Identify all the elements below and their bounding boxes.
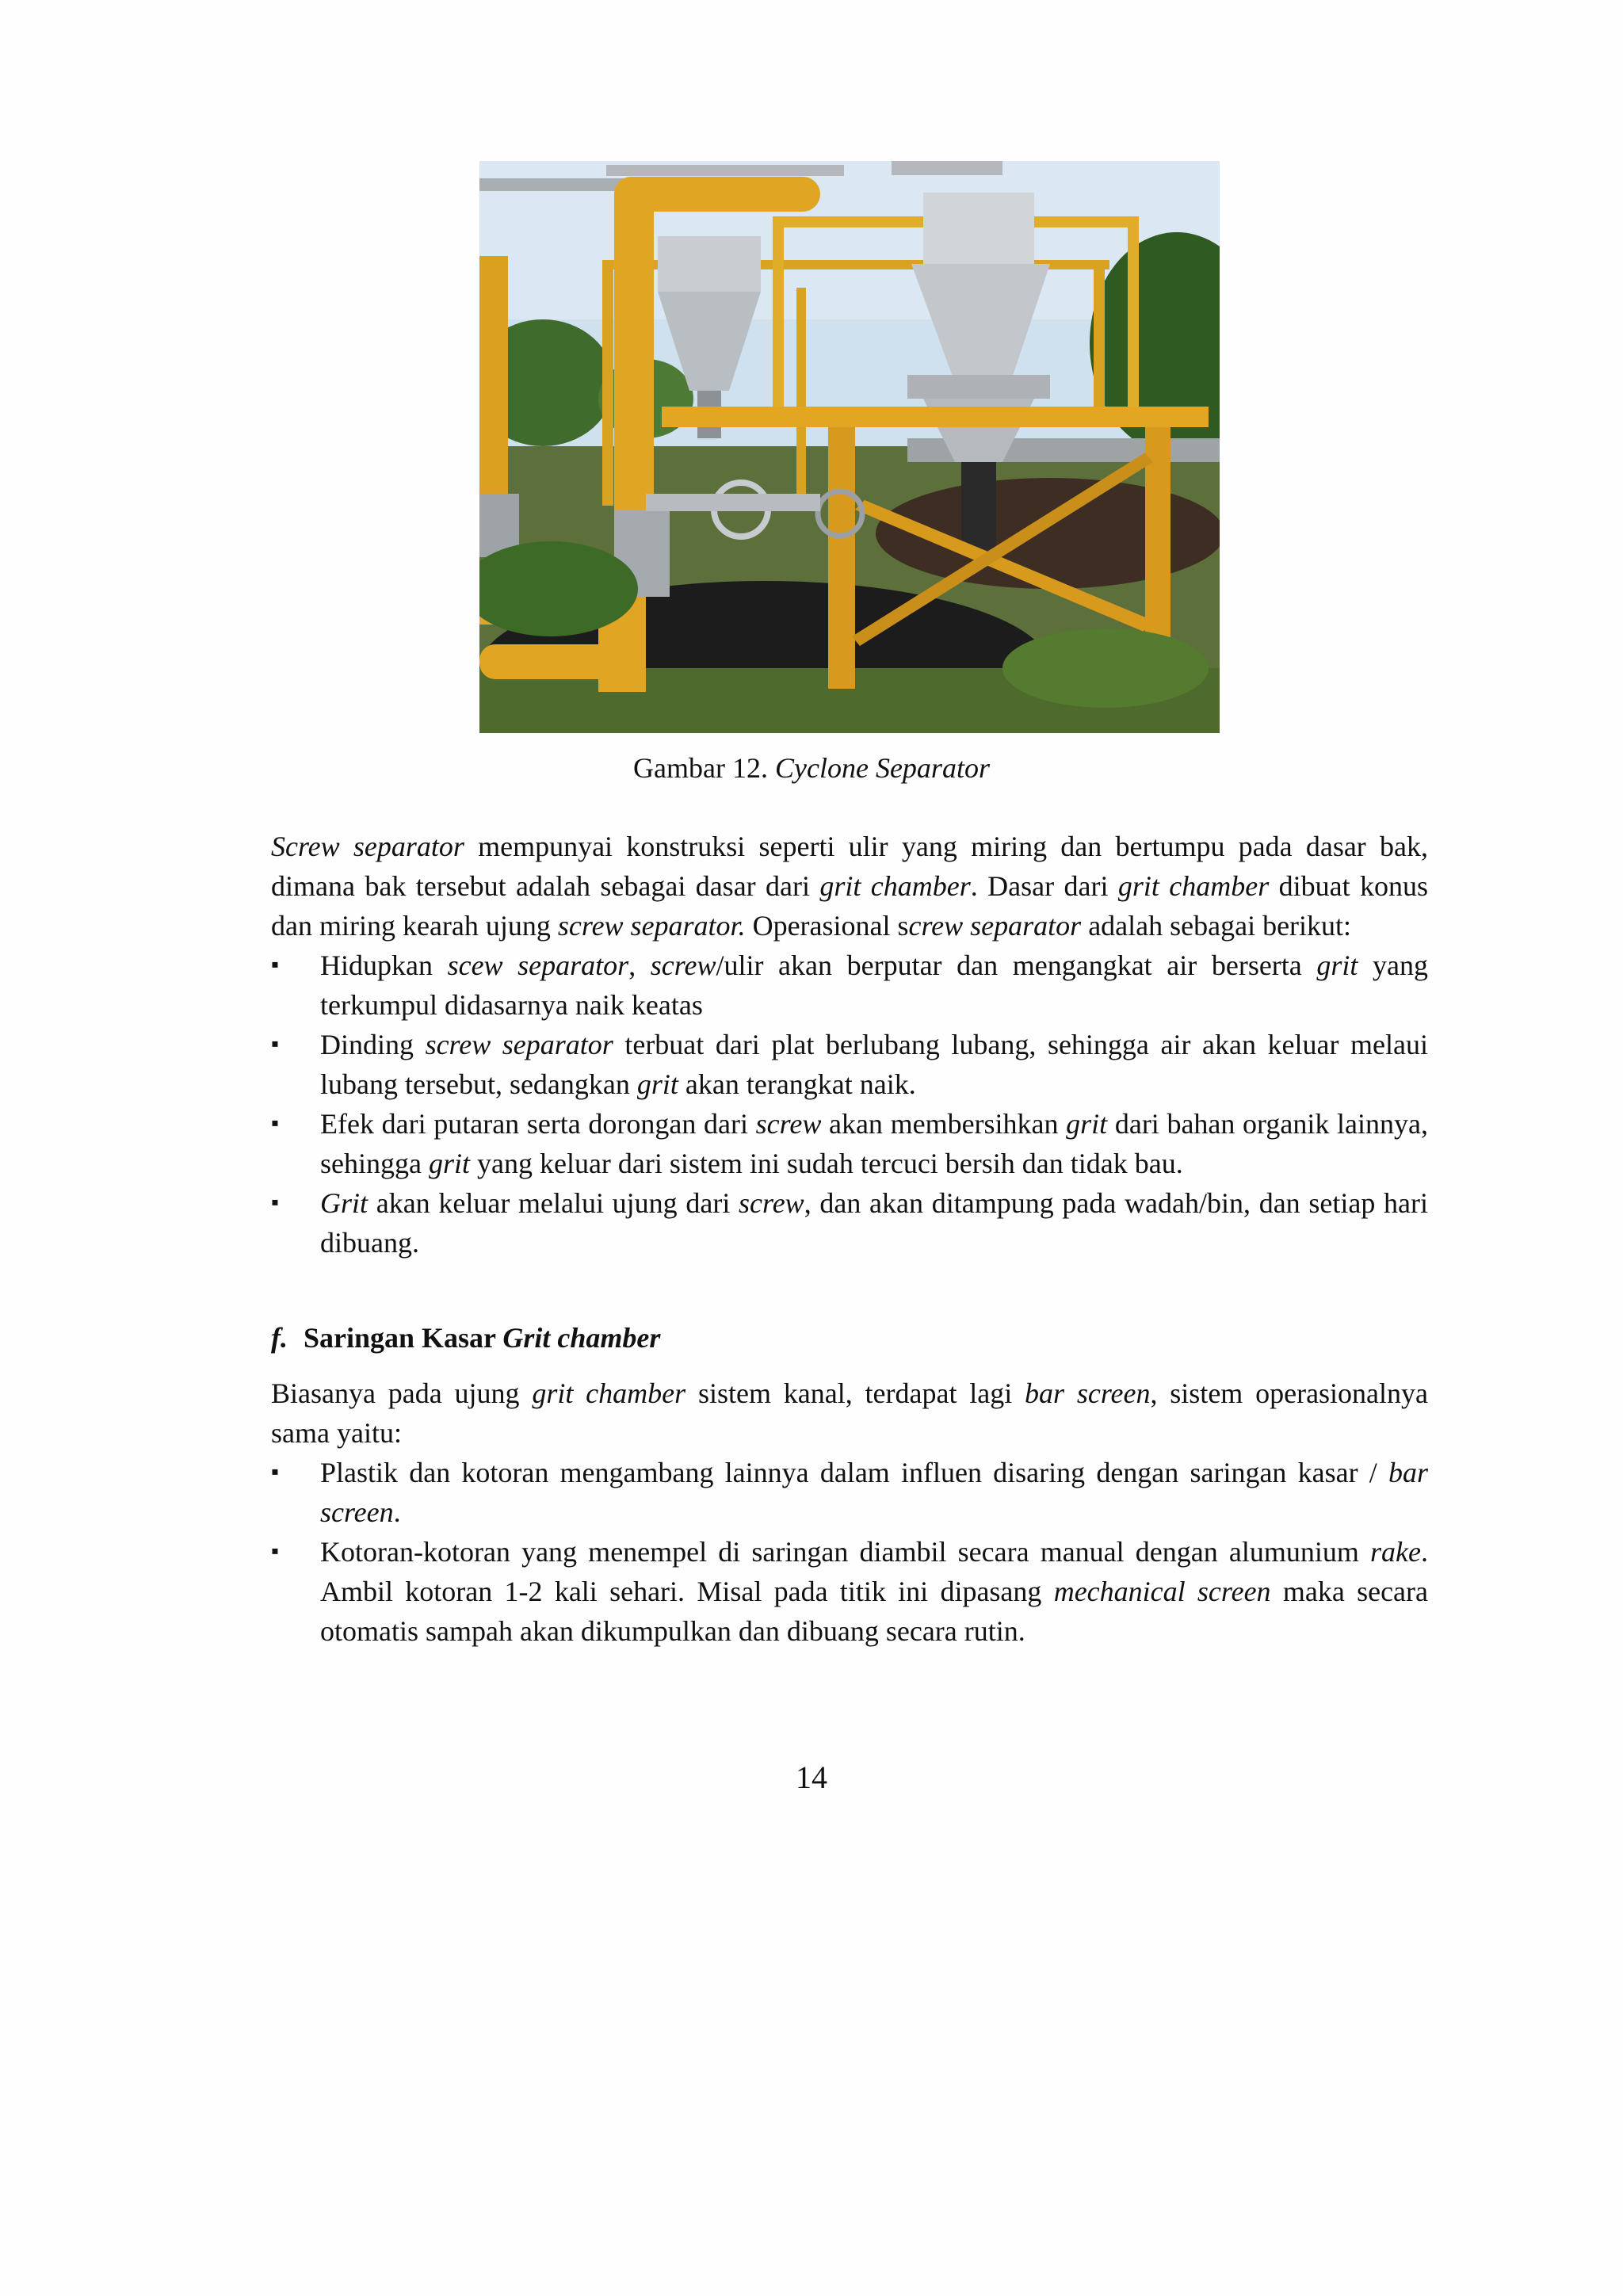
screw-separator-paragraph: [271, 827, 1428, 946]
text-run: Operasional s: [745, 910, 909, 942]
italic-term: Grit: [320, 1187, 369, 1219]
text-run: yang terkumpul didasarnya naik keatas: [320, 949, 1428, 1021]
list-item: [271, 1532, 1428, 1651]
text-run: mempunyai konstruksi seperti ulir yang miring dan bertumpu pada dasar bak, dimana bak tersebut adalah sebagai dasar dari: [271, 831, 1428, 902]
text-run: Hidupkan: [320, 949, 448, 981]
italic-term: grit: [1066, 1108, 1108, 1140]
list-item-text: [320, 1536, 1428, 1647]
italic-term: Screw separator: [271, 831, 464, 862]
italic-term: grit chamber: [1117, 870, 1270, 902]
list-item: [271, 946, 1428, 1025]
figure-label: Gambar 12.: [633, 752, 768, 784]
figure-caption: [0, 749, 1623, 787]
page-number: 14: [796, 1759, 827, 1795]
text-run: adalah sebagai berikut:: [1081, 910, 1352, 942]
figure-title: Cyclone Separator: [775, 752, 990, 784]
text-run: Kotoran-kotoran yang menempel di saringan diambil secara manual dengan alumunium: [320, 1536, 1371, 1568]
italic-term: mechanical screen: [1053, 1576, 1271, 1607]
cyclone-separator-photo: [479, 161, 1220, 733]
section-heading-italic: Grit chamber: [502, 1322, 661, 1354]
text-run: akan keluar melalui ujung dari: [368, 1187, 739, 1219]
italic-term: screw: [755, 1108, 822, 1140]
section-heading: [271, 1318, 1428, 1358]
italic-term: screw: [739, 1187, 804, 1219]
text-run: yang keluar dari sistem ini sudah tercuci bersih dan tidak bau.: [469, 1148, 1183, 1179]
list-item-text: [320, 1457, 1428, 1528]
italic-term: grit chamber: [532, 1377, 686, 1409]
list-item: [271, 1453, 1428, 1532]
italic-term: bar screen: [1025, 1377, 1151, 1409]
bullet-icon: ▪: [271, 1032, 279, 1056]
text-run: Biasanya pada ujung: [271, 1377, 533, 1409]
text-run: . Dasar dari: [970, 870, 1118, 902]
text-run: akan terangkat naik.: [678, 1068, 916, 1100]
list-item: [271, 1104, 1428, 1183]
text-run: .: [393, 1496, 401, 1528]
text-run: dibuat konus dan miring kearah ujung: [271, 870, 1428, 942]
text-run: Efek dari putaran serta dorongan dari: [320, 1108, 756, 1140]
text-run: . Ambil kotoran 1-2 kali sehari. Misal pada titik ini dipasang: [320, 1536, 1428, 1607]
italic-term: bar screen: [320, 1457, 1428, 1528]
italic-term: rake: [1370, 1536, 1421, 1568]
bullet-icon: ▪: [271, 1190, 279, 1215]
section-heading-text: Saringan Kasar: [304, 1322, 503, 1354]
italic-term: grit: [428, 1148, 470, 1179]
grit-chamber-paragraph: [271, 1373, 1428, 1453]
text-run: Dinding: [320, 1029, 426, 1060]
italic-term: grit chamber: [819, 870, 971, 902]
text-run: sistem kanal, terdapat lagi: [685, 1377, 1025, 1409]
text-run: , sistem operasionalnya sama yaitu:: [271, 1377, 1429, 1449]
section-letter: f.: [271, 1322, 288, 1354]
screw-separator-steps: [271, 946, 1428, 1263]
bullet-icon: ▪: [271, 1539, 279, 1564]
body-content: [271, 827, 1428, 1651]
text-run: akan membersihkan: [821, 1108, 1067, 1140]
bullet-icon: ▪: [271, 953, 279, 977]
text-run: dari bahan organik lainnya, sehingga: [320, 1108, 1428, 1179]
list-item-text: [320, 1029, 1428, 1100]
italic-term: screw: [650, 949, 716, 981]
italic-term: screw separator.: [557, 910, 746, 942]
italic-term: grit: [636, 1068, 678, 1100]
bullet-icon: ▪: [271, 1460, 279, 1484]
text-run: Plastik dan kotoran mengambang lainnya dalam influen disaring dengan saringan kasar /: [320, 1457, 1388, 1488]
list-item-text: [320, 1187, 1428, 1259]
italic-term: crew separator: [908, 910, 1082, 942]
bullet-icon: ▪: [271, 1111, 279, 1136]
text-run: /ulir akan berputar dan mengangkat air berserta: [716, 949, 1317, 981]
list-item-text: [320, 1108, 1428, 1179]
italic-term: grit: [1316, 949, 1358, 981]
text-run: terbuat dari plat berlubang lubang, sehingga air akan keluar melaui lubang tersebut, sedangkan: [320, 1029, 1428, 1100]
text-run: ,: [628, 949, 651, 981]
list-item-text: [320, 949, 1428, 1021]
list-item: [271, 1025, 1428, 1104]
text-run: maka secara otomatis sampah akan dikumpulkan dan dibuang secara rutin.: [320, 1576, 1428, 1647]
italic-term: screw separator: [425, 1029, 613, 1060]
text-run: , dan akan ditampung pada wadah/bin, dan setiap hari dibuang.: [320, 1187, 1428, 1259]
bar-screen-steps: [271, 1453, 1428, 1651]
cyclone-separator-illustration: [479, 161, 1220, 733]
list-item: [271, 1183, 1428, 1263]
italic-term: scew separator: [447, 949, 629, 981]
